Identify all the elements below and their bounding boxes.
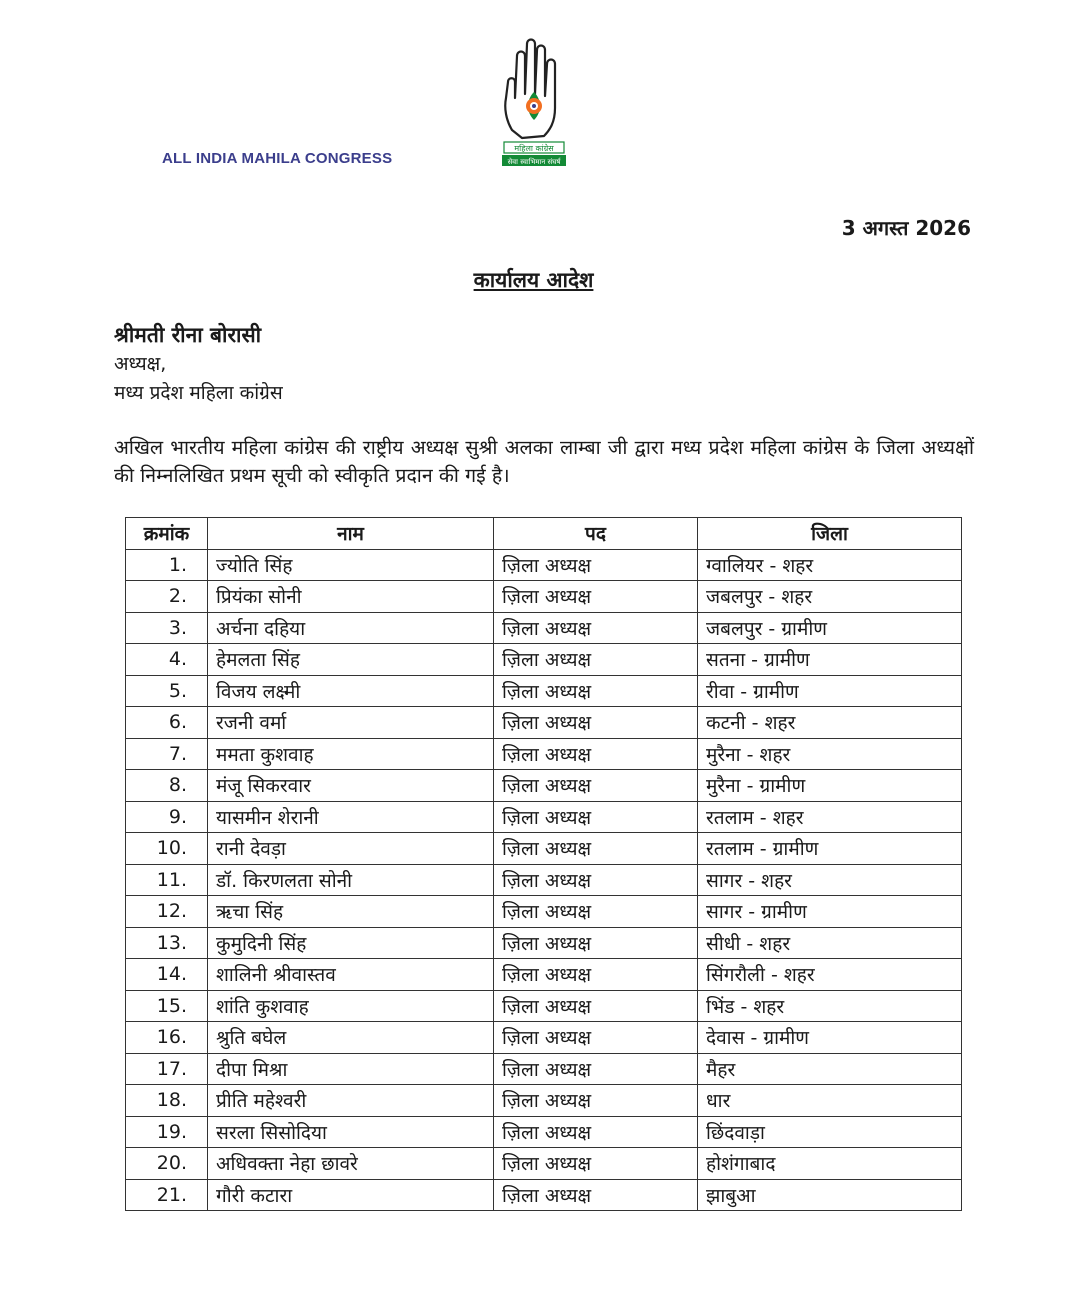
cell-district: मैहर: [698, 1053, 962, 1085]
cell-district: सागर - शहर: [698, 864, 962, 896]
cell-serial: 1.: [126, 549, 208, 581]
cell-name: सरला सिसोदिया: [208, 1116, 494, 1148]
cell-district: मुरैना - ग्रामीण: [698, 770, 962, 802]
cell-post: ज़िला अध्यक्ष: [494, 959, 698, 991]
cell-name: श्रुति बघेल: [208, 1022, 494, 1054]
cell-post: ज़िला अध्यक्ष: [494, 644, 698, 676]
cell-serial: 3.: [126, 612, 208, 644]
appointments-table: [125, 517, 962, 1211]
header-district: जिला: [698, 518, 962, 550]
table-row: [126, 801, 962, 833]
cell-post: ज़िला अध्यक्ष: [494, 1148, 698, 1180]
cell-name: प्रीति महेश्वरी: [208, 1085, 494, 1117]
cell-serial: 11.: [126, 864, 208, 896]
table-row: [126, 927, 962, 959]
cell-serial: 9.: [126, 801, 208, 833]
table-row: [126, 864, 962, 896]
cell-post: ज़िला अध्यक्ष: [494, 896, 698, 928]
cell-district: ग्वालियर - शहर: [698, 549, 962, 581]
addressee-block: [114, 320, 283, 408]
table-row: [126, 549, 962, 581]
cell-serial: 14.: [126, 959, 208, 991]
cell-district: सीधी - शहर: [698, 927, 962, 959]
cell-post: ज़िला अध्यक्ष: [494, 549, 698, 581]
cell-name: यासमीन शेरानी: [208, 801, 494, 833]
cell-post: ज़िला अध्यक्ष: [494, 1085, 698, 1117]
table-row: [126, 1053, 962, 1085]
header-serial: क्रमांक: [126, 518, 208, 550]
cell-name: प्रियंका सोनी: [208, 581, 494, 613]
header-post: पद: [494, 518, 698, 550]
intro-paragraph: अखिल भारतीय महिला कांग्रेस की राष्ट्रीय अध्यक्ष सुश्री अलका लाम्बा जी द्वारा मध्य प्रदेश महिला कांग्रेस के जिला अध्यक्षों की निम्नलिखित प्रथम सूची को स्वीकृति प्रदान की गई है।: [114, 436, 974, 487]
cell-name: अर्चना दहिया: [208, 612, 494, 644]
cell-name: ज्योति सिंह: [208, 549, 494, 581]
table-row: [126, 770, 962, 802]
cell-serial: 7.: [126, 738, 208, 770]
table-row: [126, 707, 962, 739]
cell-name: विजय लक्ष्मी: [208, 675, 494, 707]
cell-district: रतलाम - ग्रामीण: [698, 833, 962, 865]
cell-name: कुमुदिनी सिंह: [208, 927, 494, 959]
cell-post: ज़िला अध्यक्ष: [494, 707, 698, 739]
cell-name: दीपा मिश्रा: [208, 1053, 494, 1085]
cell-name: शांति कुशवाह: [208, 990, 494, 1022]
table-row: [126, 738, 962, 770]
table-row: [126, 1022, 962, 1054]
cell-name: ममता कुशवाह: [208, 738, 494, 770]
cell-post: ज़िला अध्यक्ष: [494, 675, 698, 707]
cell-name: अधिवक्ता नेहा छावरे: [208, 1148, 494, 1180]
table-body: [126, 549, 962, 1211]
cell-district: झाबुआ: [698, 1179, 962, 1211]
header-name: नाम: [208, 518, 494, 550]
cell-serial: 5.: [126, 675, 208, 707]
table-row: [126, 612, 962, 644]
cell-district: सिंगरौली - शहर: [698, 959, 962, 991]
table-row: [126, 675, 962, 707]
table-row: [126, 959, 962, 991]
congress-hand-logo: [498, 34, 570, 172]
cell-serial: 10.: [126, 833, 208, 865]
cell-serial: 4.: [126, 644, 208, 676]
cell-serial: 17.: [126, 1053, 208, 1085]
cell-post: ज़िला अध्यक्ष: [494, 581, 698, 613]
cell-district: छिंदवाड़ा: [698, 1116, 962, 1148]
cell-post: ज़िला अध्यक्ष: [494, 1022, 698, 1054]
table-row: [126, 1116, 962, 1148]
cell-name: गौरी कटारा: [208, 1179, 494, 1211]
cell-district: जबलपुर - शहर: [698, 581, 962, 613]
logo-text-bottom: सेवा स्वाभिमान संघर्ष: [507, 158, 561, 166]
cell-name: रानी देवड़ा: [208, 833, 494, 865]
cell-serial: 8.: [126, 770, 208, 802]
cell-district: मुरैना - शहर: [698, 738, 962, 770]
table-row: [126, 1148, 962, 1180]
table-header-row: [126, 518, 962, 550]
addressee-name: श्रीमती रीना बोरासी: [114, 323, 262, 347]
table-row: [126, 581, 962, 613]
cell-serial: 15.: [126, 990, 208, 1022]
cell-district: धार: [698, 1085, 962, 1117]
table-row: [126, 833, 962, 865]
cell-serial: 18.: [126, 1085, 208, 1117]
cell-post: ज़िला अध्यक्ष: [494, 990, 698, 1022]
cell-district: भिंड - शहर: [698, 990, 962, 1022]
cell-post: ज़िला अध्यक्ष: [494, 1179, 698, 1211]
cell-district: रीवा - ग्रामीण: [698, 675, 962, 707]
cell-name: मंजू सिकरवार: [208, 770, 494, 802]
cell-serial: 19.: [126, 1116, 208, 1148]
cell-post: ज़िला अध्यक्ष: [494, 612, 698, 644]
cell-post: ज़िला अध्यक्ष: [494, 1116, 698, 1148]
table-row: [126, 990, 962, 1022]
cell-serial: 16.: [126, 1022, 208, 1054]
cell-serial: 21.: [126, 1179, 208, 1211]
addressee-designation: अध्यक्ष,: [114, 353, 167, 375]
table-row: [126, 1179, 962, 1211]
cell-serial: 2.: [126, 581, 208, 613]
table-row: [126, 896, 962, 928]
cell-district: सतना - ग्रामीण: [698, 644, 962, 676]
cell-serial: 20.: [126, 1148, 208, 1180]
cell-name: रजनी वर्मा: [208, 707, 494, 739]
cell-post: ज़िला अध्यक्ष: [494, 770, 698, 802]
addressee-organization: मध्य प्रदेश महिला कांग्रेस: [114, 382, 283, 404]
table-row: [126, 1085, 962, 1117]
cell-district: रतलाम - शहर: [698, 801, 962, 833]
table-row: [126, 644, 962, 676]
logo-text-top: महिला कांग्रेस: [514, 144, 554, 153]
cell-name: डॉ. किरणलता सोनी: [208, 864, 494, 896]
document-date: 3 अगस्त 2026: [841, 216, 971, 240]
cell-serial: 12.: [126, 896, 208, 928]
cell-serial: 6.: [126, 707, 208, 739]
cell-post: ज़िला अध्यक्ष: [494, 927, 698, 959]
cell-name: शालिनी श्रीवास्तव: [208, 959, 494, 991]
cell-district: जबलपुर - ग्रामीण: [698, 612, 962, 644]
org-name: ALL INDIA MAHILA CONGRESS: [162, 150, 393, 167]
document-title: कार्यालय आदेश: [473, 268, 594, 292]
cell-post: ज़िला अध्यक्ष: [494, 1053, 698, 1085]
cell-name: ऋचा सिंह: [208, 896, 494, 928]
cell-name: हेमलता सिंह: [208, 644, 494, 676]
cell-district: देवास - ग्रामीण: [698, 1022, 962, 1054]
cell-post: ज़िला अध्यक्ष: [494, 738, 698, 770]
cell-district: सागर - ग्रामीण: [698, 896, 962, 928]
cell-district: कटनी - शहर: [698, 707, 962, 739]
cell-post: ज़िला अध्यक्ष: [494, 864, 698, 896]
cell-post: ज़िला अध्यक्ष: [494, 801, 698, 833]
cell-serial: 13.: [126, 927, 208, 959]
cell-post: ज़िला अध्यक्ष: [494, 833, 698, 865]
cell-district: होशंगाबाद: [698, 1148, 962, 1180]
